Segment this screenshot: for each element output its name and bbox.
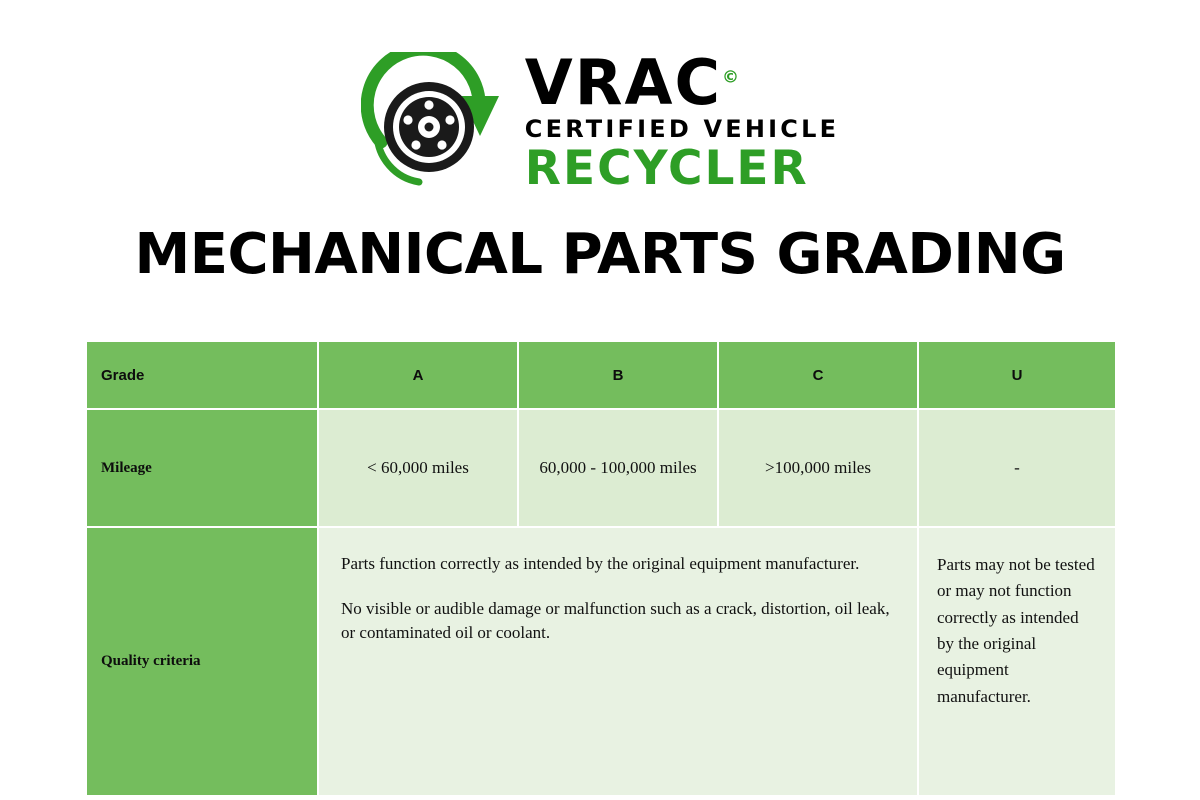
header-grade-b: B (518, 341, 718, 409)
logo-brand (524, 46, 839, 120)
registered-mark: © (722, 67, 742, 88)
wheel-recycle-arrow-icon (361, 52, 511, 192)
quality-criteria-u: Parts may not be tested or may not function correctly as intended by the original equipment manufacturer. (918, 527, 1116, 796)
mileage-grade-b: 60,000 - 100,000 miles (518, 409, 718, 527)
header-grade-c: C (718, 341, 918, 409)
row-label-quality-criteria: Quality criteria (86, 527, 318, 796)
mileage-grade-u: - (918, 409, 1116, 527)
logo-tagline: CERTIFIED VEHICLE (524, 115, 840, 144)
header-grade-a: A (318, 341, 518, 409)
logo-wordmark (524, 46, 840, 197)
table-row-mileage (86, 409, 1116, 527)
logo-recycler-word: RECYCLER (524, 141, 809, 197)
header-grade-label: Grade (86, 341, 318, 409)
quality-criteria-abc (318, 527, 918, 796)
header-grade-u: U (918, 341, 1116, 409)
mileage-grade-c: >100,000 miles (718, 409, 918, 527)
row-label-mileage: Mileage (86, 409, 318, 527)
mileage-grade-a: < 60,000 miles (318, 409, 518, 527)
logo-inner (361, 46, 840, 197)
quality-criteria-paragraph-2: No visible or audible damage or malfunction such as a crack, distortion, oil leak, or contaminated oil or coolant. (341, 598, 890, 643)
grading-table (85, 340, 1117, 797)
logo-brand-text: VRAC (524, 46, 723, 120)
quality-criteria-paragraph-1: Parts function correctly as intended by the original equipment manufacturer. (341, 554, 860, 573)
table-row-quality-criteria (86, 527, 1116, 796)
page-title: MECHANICAL PARTS GRADING (134, 222, 1066, 287)
vrac-logo (0, 46, 1200, 197)
table-header-row (86, 341, 1116, 409)
